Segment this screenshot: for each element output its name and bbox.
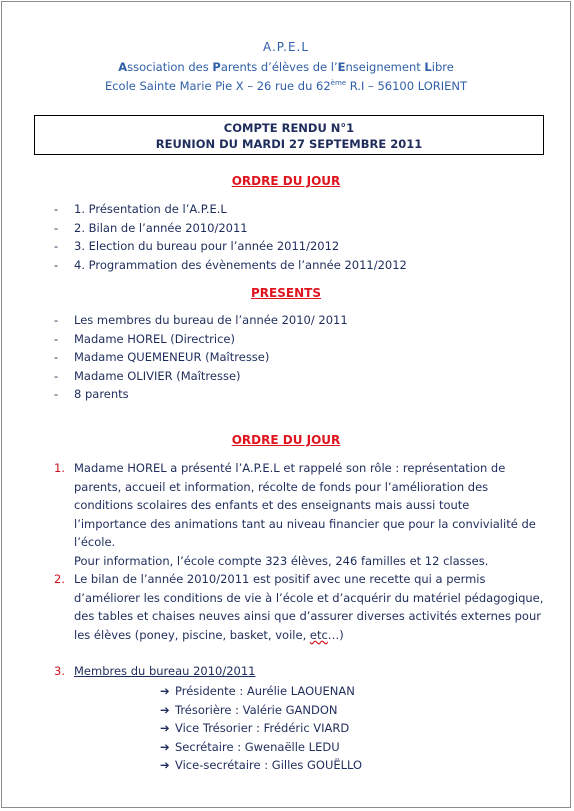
document-page [1,1,571,808]
association-name: Association des Parents d’élèves de l’Enseignement Libre [118,60,454,74]
minutes-item-3 [54,662,544,681]
presents-heading: PRESENTS [251,286,321,300]
item-text: Madame HOREL a présenté l’A.P.E.L et rappelé son rôle : représentation de parents, accueil et information, récolte de fonds pour l’amélioration des conditions scolaires des enfants et des enseignants mais aussi toute l’importance des animations tant au niveau financier que pour la convivialité de l’école. [74,461,536,550]
arrow-right-icon: ➔ [160,721,170,735]
arrow-right-icon: ➔ [160,702,170,717]
report-number: COMPTE RENDU N°1 [223,121,355,135]
item-number: 3. [54,664,65,678]
minutes-item-1 [54,459,544,571]
list-item: - Madame QUEMENEUR (Maîtresse) [54,350,270,364]
board-members-list [160,682,362,775]
list-item: - Madame OLIVIER (Maîtresse) [54,368,241,383]
report-title-box [34,115,544,155]
agenda-list [54,200,407,274]
item-number: 1. [54,461,65,475]
list-item: - 3. Election du bureau pour l’année 2011/2012 [54,239,340,253]
list-item: - 4. Programmation des évènements de l’année 2011/2012 [54,257,407,272]
school-info: Pour information, l’école compte 323 élèves, 246 familles et 12 classes. [74,553,489,568]
list-item: - Les membres du bureau de l’année 2010/ 2011 [54,313,348,327]
school-address: Ecole Sainte Marie Pie X – 26 rue du 62ème R.I – 56100 LORIENT [104,79,468,93]
list-item: ➔ Secrétaire : Gwenaëlle LEDU [160,738,362,757]
item-text: Le bilan de l’année 2010/2011 est positif avec une recette qui a permis d’améliorer les conditions de vie à l’école et d’acquérir du matériel pédagogique, des tables et chaises neuves ainsi que d’assurer diverses activités externes pour les élèves (poney, piscine, basket, voile, etc…) [74,572,544,642]
agenda-heading: ORDRE DU JOUR [231,174,341,188]
item-number: 2. [54,572,65,586]
list-item: ➔ Vice Trésorier : Frédéric VIARD [160,719,362,738]
page-title: A.P.E.L [262,40,310,54]
list-item: ➔ Vice-secrétaire : Gilles GOUËLLO [160,756,362,775]
minutes-item-2 [54,570,544,644]
arrow-right-icon: ➔ [160,684,170,698]
list-item: - 8 parents [54,387,129,401]
list-item: - Madame HOREL (Directrice) [54,331,235,346]
minutes-heading: ORDRE DU JOUR [231,433,341,447]
arrow-right-icon: ➔ [160,758,170,772]
arrow-right-icon: ➔ [160,739,170,754]
list-item: ➔ Trésorière : Valérie GANDON [160,701,362,720]
presents-list [54,311,348,404]
list-item: ➔ Présidente : Aurélie LAOUENAN [160,682,362,701]
list-item: - 2. Bilan de l’année 2010/2011 [54,220,248,235]
board-members-title: Membres du bureau 2010/2011 [74,664,256,678]
list-item: - 1. Présentation de l’A.P.E.L [54,202,227,216]
meeting-date: REUNION DU MARDI 27 SEPTEMBRE 2011 [155,137,423,151]
